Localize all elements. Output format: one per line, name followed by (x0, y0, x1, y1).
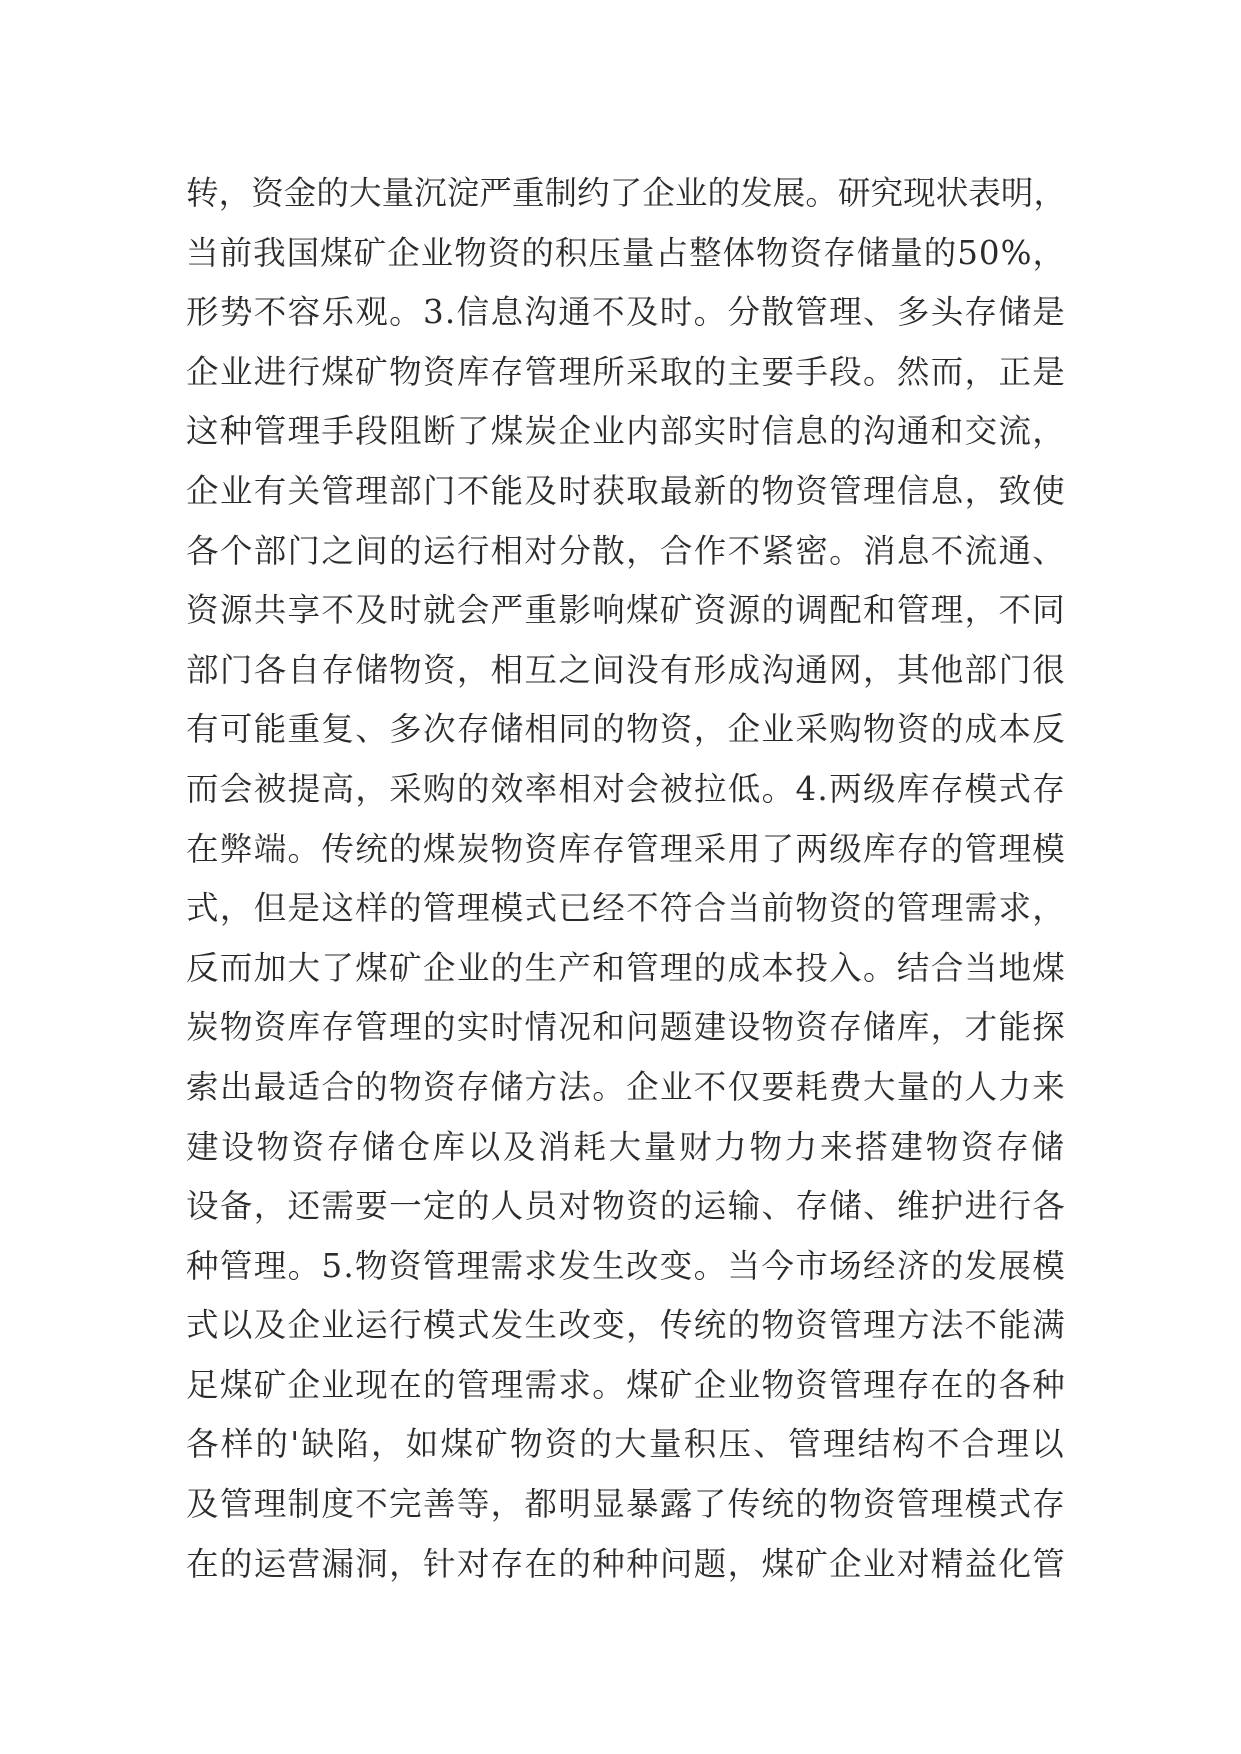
text-line: 在的运营漏洞，针对存在的种种问题，煤矿企业对精益化管 (186, 1544, 1066, 1583)
text-line: 设备，还需要一定的人员对物资的运输、存储、维护进行各 (186, 1187, 1066, 1226)
text-line: 资源共享不及时就会严重影响煤矿资源的调配和管理，不同 (186, 591, 1066, 630)
text-line: 建设物资存储仓库以及消耗大量财力物力来搭建物资存储 (186, 1127, 1066, 1166)
text-line: 部门各自存储物资，相互之间没有形成沟通网，其他部门很 (186, 650, 1066, 689)
text-line: 式，但是这样的管理模式已经不符合当前物资的管理需求， (186, 889, 1066, 928)
text-line: 在弊端。传统的煤炭物资库存管理采用了两级库存的管理模 (186, 829, 1066, 868)
text-line: 有可能重复、多次存储相同的物资，企业采购物资的成本反 (186, 710, 1066, 749)
text-line: 这种管理手段阻断了煤炭企业内部实时信息的沟通和交流， (186, 412, 1066, 451)
text-line: 各个部门之间的运行相对分散，合作不紧密。消息不流通、 (186, 531, 1066, 570)
text-line: 企业进行煤矿物资库存管理所采取的主要手段。然而，正是 (186, 352, 1066, 391)
body-text (186, 164, 1066, 1594)
text-line: 种管理。5.物资管理需求发生改变。当今市场经济的发展模 (186, 1246, 1066, 1285)
text-line: 当前我国煤矿企业物资的积压量占整体物资存储量的50%， (186, 233, 1066, 272)
text-line: 及管理制度不完善等，都明显暴露了传统的物资管理模式存 (186, 1485, 1066, 1524)
text-line: 形势不容乐观。3.信息沟通不及时。分散管理、多头存储是 (186, 293, 1066, 332)
text-line: 转，资金的大量沉淀严重制约了企业的发展。研究现状表明， (186, 174, 1066, 212)
text-line: 企业有关管理部门不能及时获取最新的物资管理信息，致使 (186, 471, 1066, 510)
text-line: 索出最适合的物资存储方法。企业不仅要耗费大量的人力来 (186, 1067, 1066, 1106)
text-line: 各样的'缺陷，如煤矿物资的大量积压、管理结构不合理以 (186, 1425, 1066, 1464)
text-line: 而会被提高，采购的效率相对会被拉低。4.两级库存模式存 (186, 769, 1066, 808)
text-line: 炭物资库存管理的实时情况和问题建设物资存储库，才能探 (186, 1008, 1066, 1047)
text-line: 反而加大了煤矿企业的生产和管理的成本投入。结合当地煤 (186, 948, 1066, 987)
text-line: 式以及企业运行模式发生改变，传统的物资管理方法不能满 (186, 1306, 1066, 1345)
text-line: 足煤矿企业现在的管理需求。煤矿企业物资管理存在的各种 (186, 1365, 1066, 1404)
